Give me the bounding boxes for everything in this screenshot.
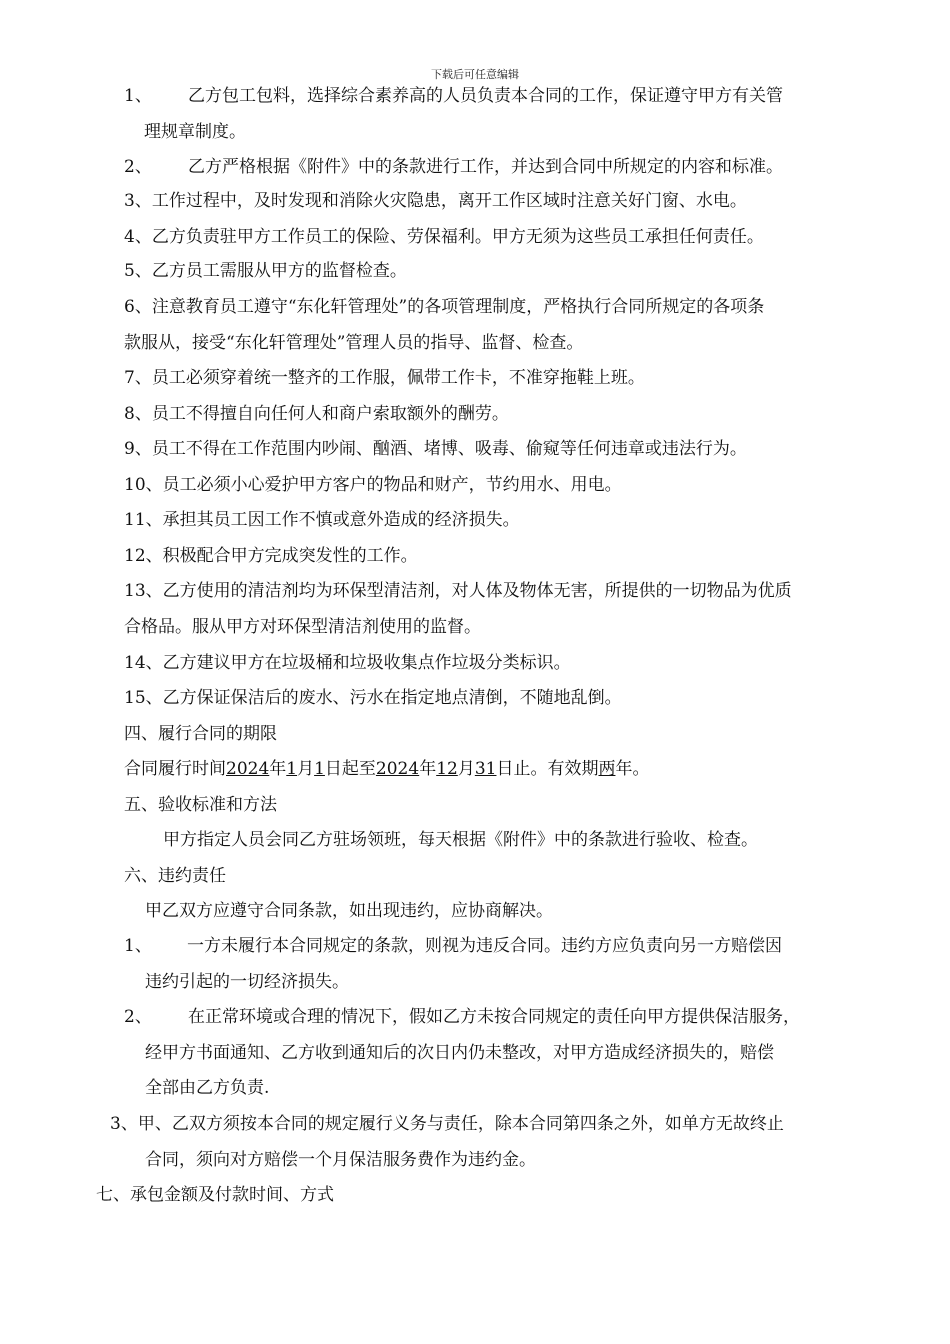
- item-number: 2、: [124, 1007, 152, 1027]
- list-item: 15、乙方保证保洁后的废水、污水在指定地点清倒，不随地乱倒。: [124, 688, 622, 708]
- section-title: 五、验收标准和方法: [124, 795, 277, 815]
- item-number: 2、: [124, 157, 152, 177]
- list-item: 13、乙方使用的清洁剂均为环保型清洁剂，对人体及物体无害，所提供的一切物品为优质: [124, 581, 792, 601]
- item-text-continuation: 款服从，接受“东化轩管理处”管理人员的指导、监督、检查。: [124, 333, 584, 353]
- item-text: 在正常环境或合理的情况下，假如乙方未按合同规定的责任向甲方提供保洁服务，: [188, 1007, 800, 1027]
- start-year: 2024: [226, 759, 270, 779]
- list-item: 4、乙方负责驻甲方工作员工的保险、劳保福利。甲方无须为这些员工承担任何责任。: [124, 227, 764, 247]
- paragraph: 甲方指定人员会同乙方驻场领班，每天根据《附件》中的条款进行验收、检查。: [163, 830, 758, 850]
- list-item: 3、工作过程中，及时发现和消除火灾隐患，离开工作区域时注意关好门窗、水电。: [124, 191, 747, 211]
- term-unit: 年: [419, 759, 437, 779]
- item-text-continuation: 全部由乙方负责.: [145, 1078, 270, 1098]
- term-unit: 月: [297, 759, 315, 779]
- section-title: 七、承包金额及付款时间、方式: [96, 1185, 334, 1205]
- item-text-continuation: 合格品。服从甲方对环保型清洁剂使用的监督。: [124, 617, 481, 637]
- item-text-continuation: 理规章制度。: [144, 122, 246, 142]
- end-year: 2024: [375, 759, 420, 779]
- term-unit: 年: [269, 759, 287, 779]
- list-item: 14、乙方建议甲方在垃圾桶和垃圾收集点作垃圾分类标识。: [124, 653, 571, 673]
- item-text-continuation: 合同，须向对方赔偿一个月保洁服务费作为违约金。: [145, 1150, 536, 1170]
- item-text-continuation: 违约引起的一切经济损失。: [145, 972, 349, 992]
- list-item: 10、员工必须小心爱护甲方客户的物品和财产，节约用水、用电。: [124, 475, 622, 495]
- list-item: [124, 934, 782, 958]
- start-month: 1: [286, 759, 298, 779]
- list-item: 6、注意教育员工遵守“东化轩管理处”的各项管理制度，严格执行合同所规定的各项条: [124, 297, 765, 317]
- item-text: 乙方包工包料，选择综合素养高的人员负责本合同的工作，保证遵守甲方有关管: [188, 86, 783, 106]
- list-item: 8、员工不得擅自向任何人和商户索取额外的酬劳。: [124, 404, 509, 424]
- item-number: 1、: [124, 86, 152, 106]
- list-item: 5、乙方员工需服从甲方的监督检查。: [124, 261, 407, 281]
- item-text: 乙方严格根据《附件》中的条款进行工作，并达到合同中所规定的内容和标准。: [188, 157, 783, 177]
- term-prefix: 合同履行时间: [124, 759, 226, 779]
- duration: 两: [598, 759, 616, 779]
- term-text: 日起至: [324, 759, 376, 779]
- contract-term: [124, 757, 649, 781]
- end-month: 12: [436, 759, 458, 779]
- end-day: 31: [474, 759, 497, 779]
- page-header: 下载后可任意编辑: [431, 68, 519, 81]
- term-text: 日止。有效期: [496, 759, 599, 779]
- list-item: [124, 84, 783, 108]
- list-item: 3、甲、乙双方须按本合同的规定履行义务与责任，除本合同第四条之外，如单方无故终止: [110, 1114, 784, 1134]
- start-day: 1: [314, 759, 325, 779]
- term-unit: 月: [457, 759, 475, 779]
- list-item: 11、承担其员工因工作不慎或意外造成的经济损失。: [124, 510, 520, 530]
- section-title: 四、履行合同的期限: [124, 724, 277, 744]
- list-item: [124, 155, 783, 179]
- term-unit: 年。: [615, 759, 650, 779]
- paragraph: 甲乙双方应遵守合同条款，如出现违约，应协商解决。: [145, 901, 553, 921]
- item-text: 一方未履行本合同规定的条款，则视为违反合同。违约方应负责向另一方赔偿因: [187, 936, 782, 956]
- list-item: 7、员工必须穿着统一整齐的工作服，佩带工作卡，不准穿拖鞋上班。: [124, 368, 645, 388]
- list-item: [124, 1005, 800, 1029]
- section-title: 六、违约责任: [124, 866, 226, 886]
- list-item: 12、积极配合甲方完成突发性的工作。: [124, 546, 418, 566]
- item-text-continuation: 经甲方书面通知、乙方收到通知后的次日内仍未整改，对甲方造成经济损失的，赔偿: [145, 1043, 774, 1063]
- list-item: 9、员工不得在工作范围内吵闹、酗酒、堵博、吸毒、偷窥等任何违章或违法行为。: [124, 439, 747, 459]
- item-number: 1、: [124, 936, 152, 956]
